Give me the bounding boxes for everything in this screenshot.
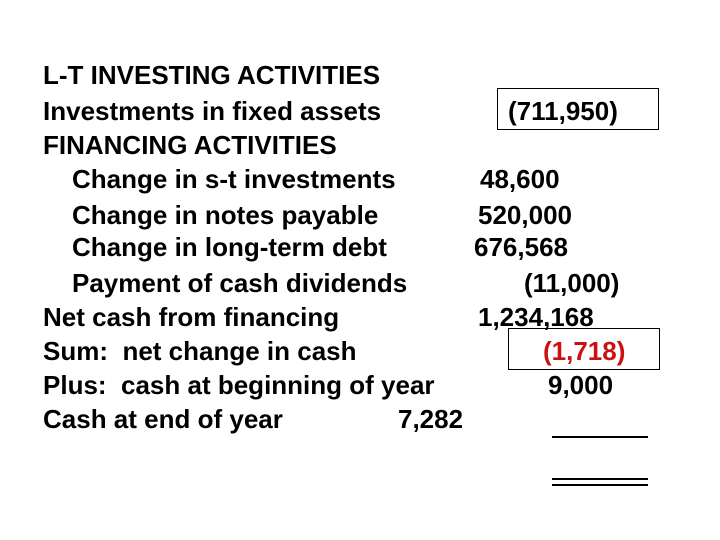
notes-payable-value: 520,000 [478,200,572,230]
end-cash-value: 7,282 [398,404,464,434]
net-change-value: (1,718) [543,336,626,366]
financing-header: FINANCING ACTIVITIES [43,130,337,160]
net-financing-label: Net cash from financing [43,302,340,332]
end-cash-label: Cash at end of year [43,404,283,434]
st-investments-value: 48,600 [480,164,560,194]
net-financing-value: 1,234,168 [478,302,594,332]
answer-underline [552,436,648,438]
dividends-value: (11,000) [524,268,620,298]
fixed-assets-value: (711,950) [508,96,618,126]
double-underline-bottom [552,484,648,486]
notes-payable-label: Change in notes payable [72,200,379,230]
fixed-assets-label: Investments in fixed assets [43,96,382,126]
lt-debt-label: Change in long-term debt [72,232,387,262]
st-investments-label: Change in s-t investments [72,164,396,194]
beginning-cash-value: 9,000 [548,370,614,400]
double-underline-top [552,478,648,480]
investing-header: L-T INVESTING ACTIVITIES [43,60,381,90]
net-change-label: Sum: net change in cash [43,336,357,366]
beginning-cash-label: Plus: cash at beginning of year [43,370,435,400]
dividends-label: Payment of cash dividends [72,268,408,298]
lt-debt-value: 676,568 [474,232,568,262]
